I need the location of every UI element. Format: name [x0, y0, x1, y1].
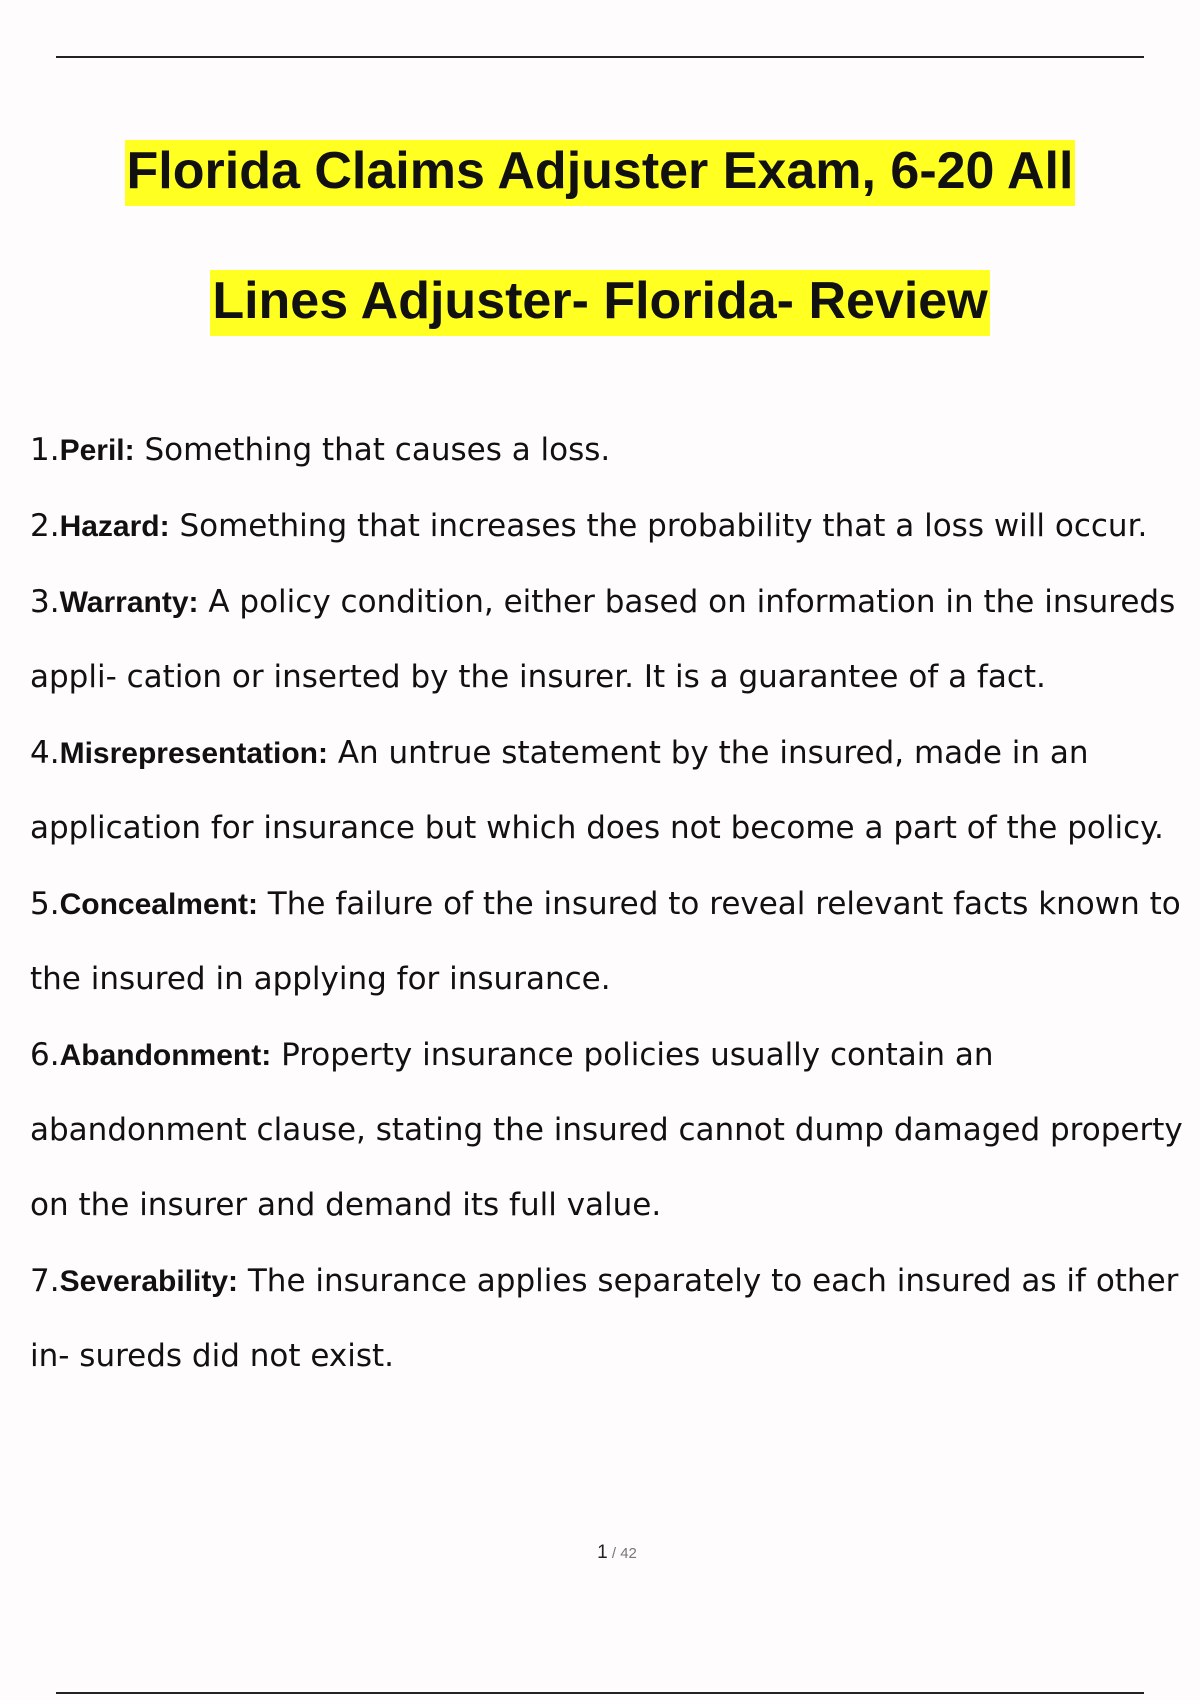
bottom-rule: [56, 1692, 1144, 1694]
item-number: 1.: [30, 432, 60, 468]
item-number: 6.: [30, 1037, 60, 1073]
item-definition: Property insurance policies usually contain an abandonment clause, stating the insured cannot dump damaged property on the insurer and demand its full value.: [30, 1037, 1183, 1223]
title-line-2-text: Lines Adjuster- Florida- Review: [210, 270, 989, 336]
list-item: [30, 1244, 1200, 1394]
title-line-1-text: Florida Claims Adjuster Exam, 6-20 All: [125, 140, 1076, 206]
list-item: [30, 413, 1200, 488]
item-definition: A policy condition, either based on information in the insureds appli- cation or inserted by the insurer. It is a guarantee of a fact.: [30, 584, 1176, 695]
item-term: Abandonment:: [59, 1039, 272, 1072]
title-line-2: [0, 236, 1200, 366]
item-term: Warranty:: [59, 586, 199, 619]
item-term: Misrepresentation:: [59, 737, 328, 770]
page-separator: /: [607, 1545, 621, 1562]
item-number: 3.: [30, 584, 60, 620]
item-term: Concealment:: [59, 888, 258, 921]
item-number: 4.: [30, 735, 60, 771]
list-item: [30, 867, 1200, 1017]
page-title: [0, 106, 1200, 366]
item-definition: Something that increases the probability that a loss will occur.: [169, 508, 1148, 544]
definition-list: [30, 413, 1200, 1395]
total-pages: 42: [620, 1545, 637, 1562]
current-page: 1: [597, 1542, 608, 1563]
item-definition: The insurance applies separately to each insured as if other in- sureds did not exist.: [30, 1263, 1179, 1374]
title-line-1: [0, 106, 1200, 236]
item-definition: Something that causes a loss.: [134, 432, 611, 468]
item-number: 2.: [30, 508, 60, 544]
list-item: [30, 1018, 1200, 1243]
item-definition: An untrue statement by the insured, made in an application for insurance but which does not become a part of the policy.: [30, 735, 1164, 846]
item-number: 5.: [30, 886, 60, 922]
item-term: Severability:: [59, 1265, 238, 1298]
page-number: [0, 1542, 1200, 1564]
top-rule: [56, 56, 1144, 58]
item-number: 7.: [30, 1263, 60, 1299]
item-term: Hazard:: [59, 510, 170, 543]
list-item: [30, 489, 1200, 564]
item-term: Peril:: [59, 434, 135, 467]
list-item: [30, 565, 1200, 715]
item-definition: The failure of the insured to reveal relevant facts known to the insured in applying for insurance.: [30, 886, 1181, 997]
list-item: [30, 716, 1200, 866]
